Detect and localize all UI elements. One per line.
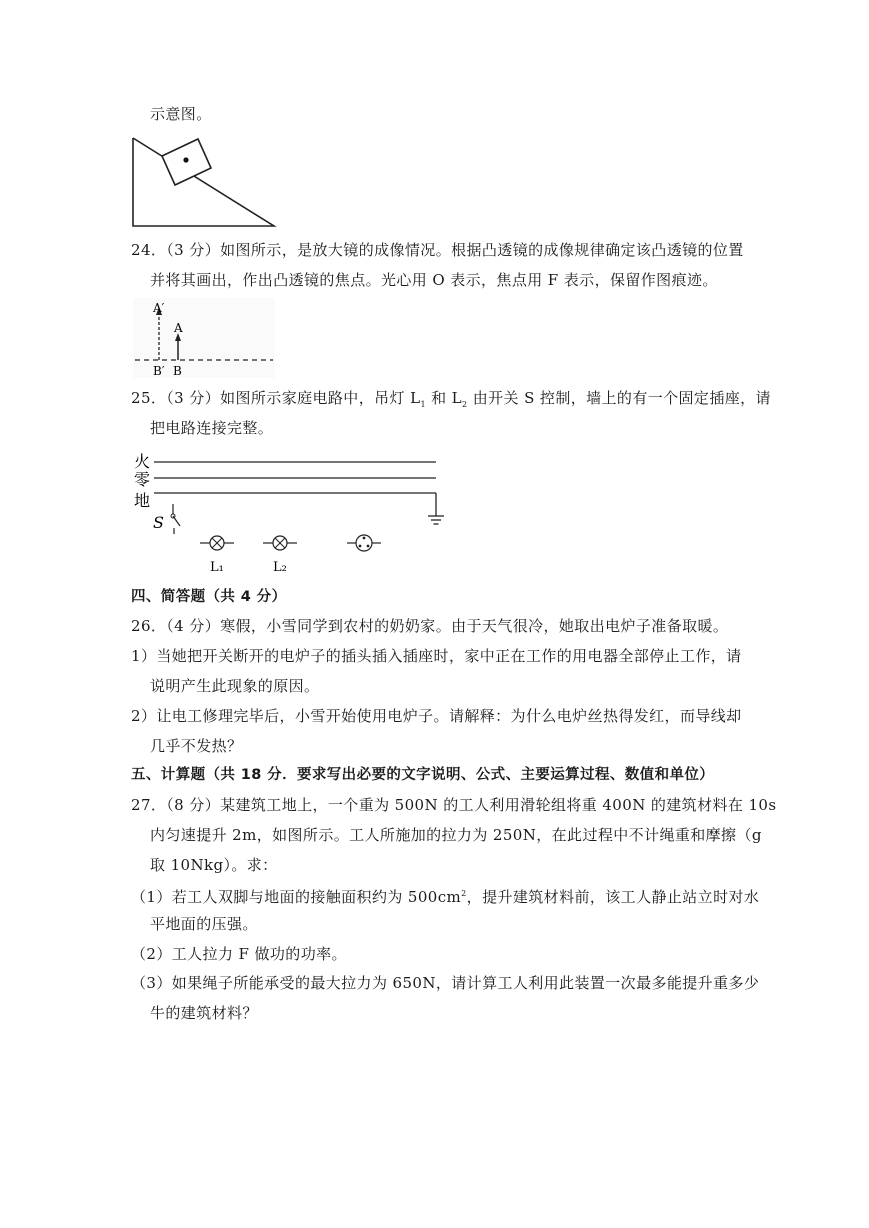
switch-label: S bbox=[153, 513, 164, 532]
q27-line3: 取 10Nkg）。求： bbox=[150, 856, 278, 874]
lamp-l2-symbol bbox=[263, 536, 297, 550]
live-wire-label: 火 bbox=[134, 452, 151, 471]
q26-line1: 26．（4 分）寒假，小雪同学到农村的奶奶家。由于天气很冷，她取出电炉子准备取暖。 bbox=[131, 617, 729, 635]
center-of-mass-dot bbox=[183, 157, 188, 162]
label-b-prime: B′ bbox=[153, 364, 165, 378]
q23-tail-text: 示意图。 bbox=[150, 105, 212, 123]
q26-part1-line1: 1）当她把开关断开的电炉子的插头插入插座时，家中正在工作的用电器全部停止工作，请 bbox=[131, 647, 742, 665]
lamp-l1-label: L₁ bbox=[210, 560, 224, 575]
q26-part1-line2: 说明产生此现象的原因。 bbox=[150, 677, 320, 695]
q24-line2: 并将其画出，作出凸透镜的焦点。光心用 O 表示，焦点用 F 表示，保留作图痕迹。 bbox=[150, 271, 718, 289]
q27-sub1-line1: （1）若工人双脚与地面的接触面积约为 $500cm^2$，提升建筑材料前，该工人静止站立时对水 bbox=[131, 888, 760, 906]
household-circuit-figure bbox=[130, 448, 450, 576]
section-4-title: 四、简答题（共 4 分） bbox=[131, 589, 287, 605]
magnifier-image-figure bbox=[133, 298, 275, 378]
neutral-wire-label: 零 bbox=[134, 470, 151, 489]
q24-line1: 24．（3 分）如图所示，是放大镜的成像情况。根据凸透镜的成像规律确定该凸透镜的位置 bbox=[131, 241, 744, 259]
q26-part2-line1: 2）让电工修理完毕后，小雪开始使用电炉子。请解释：为什么电炉丝热得发红，而导线却 bbox=[131, 707, 742, 725]
q27-sub3-line2: 牛的建筑材料？ bbox=[150, 1004, 258, 1022]
q27-sub2-line1: （2）工人拉力 F 做功的功率。 bbox=[131, 945, 347, 963]
earth-ground-symbol bbox=[428, 493, 444, 524]
label-b: B bbox=[173, 364, 182, 378]
q27-sub1-line2: 平地面的压强。 bbox=[150, 915, 258, 933]
q26-part2-line2: 几乎不发热？ bbox=[150, 737, 243, 755]
q27-line1: 27．（8 分）某建筑工地上，一个重为 500N 的工人利用滑轮组将重 400N 的建筑材料在 10s bbox=[131, 796, 777, 814]
q27-line2: 内匀速提升 2m，如图所示。工人所施加的拉力为 250N，在此过程中不计绳重和摩擦（g bbox=[150, 826, 762, 844]
q25-line1: 25．（3 分）如图所示家庭电路中，吊灯 $L_1$ 和 $L_2$ 由开关 S 控制，墙上的有一个固定插座，请 bbox=[131, 389, 771, 409]
three-pin-socket-symbol bbox=[347, 535, 381, 551]
section-5-title: 五、计算题（共 18 分．要求写出必要的文字说明、公式、主要运算过程、数值和单位） bbox=[131, 767, 715, 783]
ground-wire-label: 地 bbox=[134, 491, 151, 510]
lamp-l2-label: L₂ bbox=[273, 560, 287, 575]
incline-block-figure bbox=[128, 136, 278, 230]
label-a-prime: A′ bbox=[153, 301, 165, 315]
label-a: A bbox=[174, 321, 183, 335]
q25-line2: 把电路连接完整。 bbox=[150, 419, 274, 437]
lamp-l1-symbol bbox=[200, 536, 234, 550]
switch-symbol bbox=[171, 504, 180, 534]
q27-sub3-line1: （3）如果绳子所能承受的最大拉力为 650N，请计算工人利用此装置一次最多能提升重多少 bbox=[131, 974, 760, 992]
